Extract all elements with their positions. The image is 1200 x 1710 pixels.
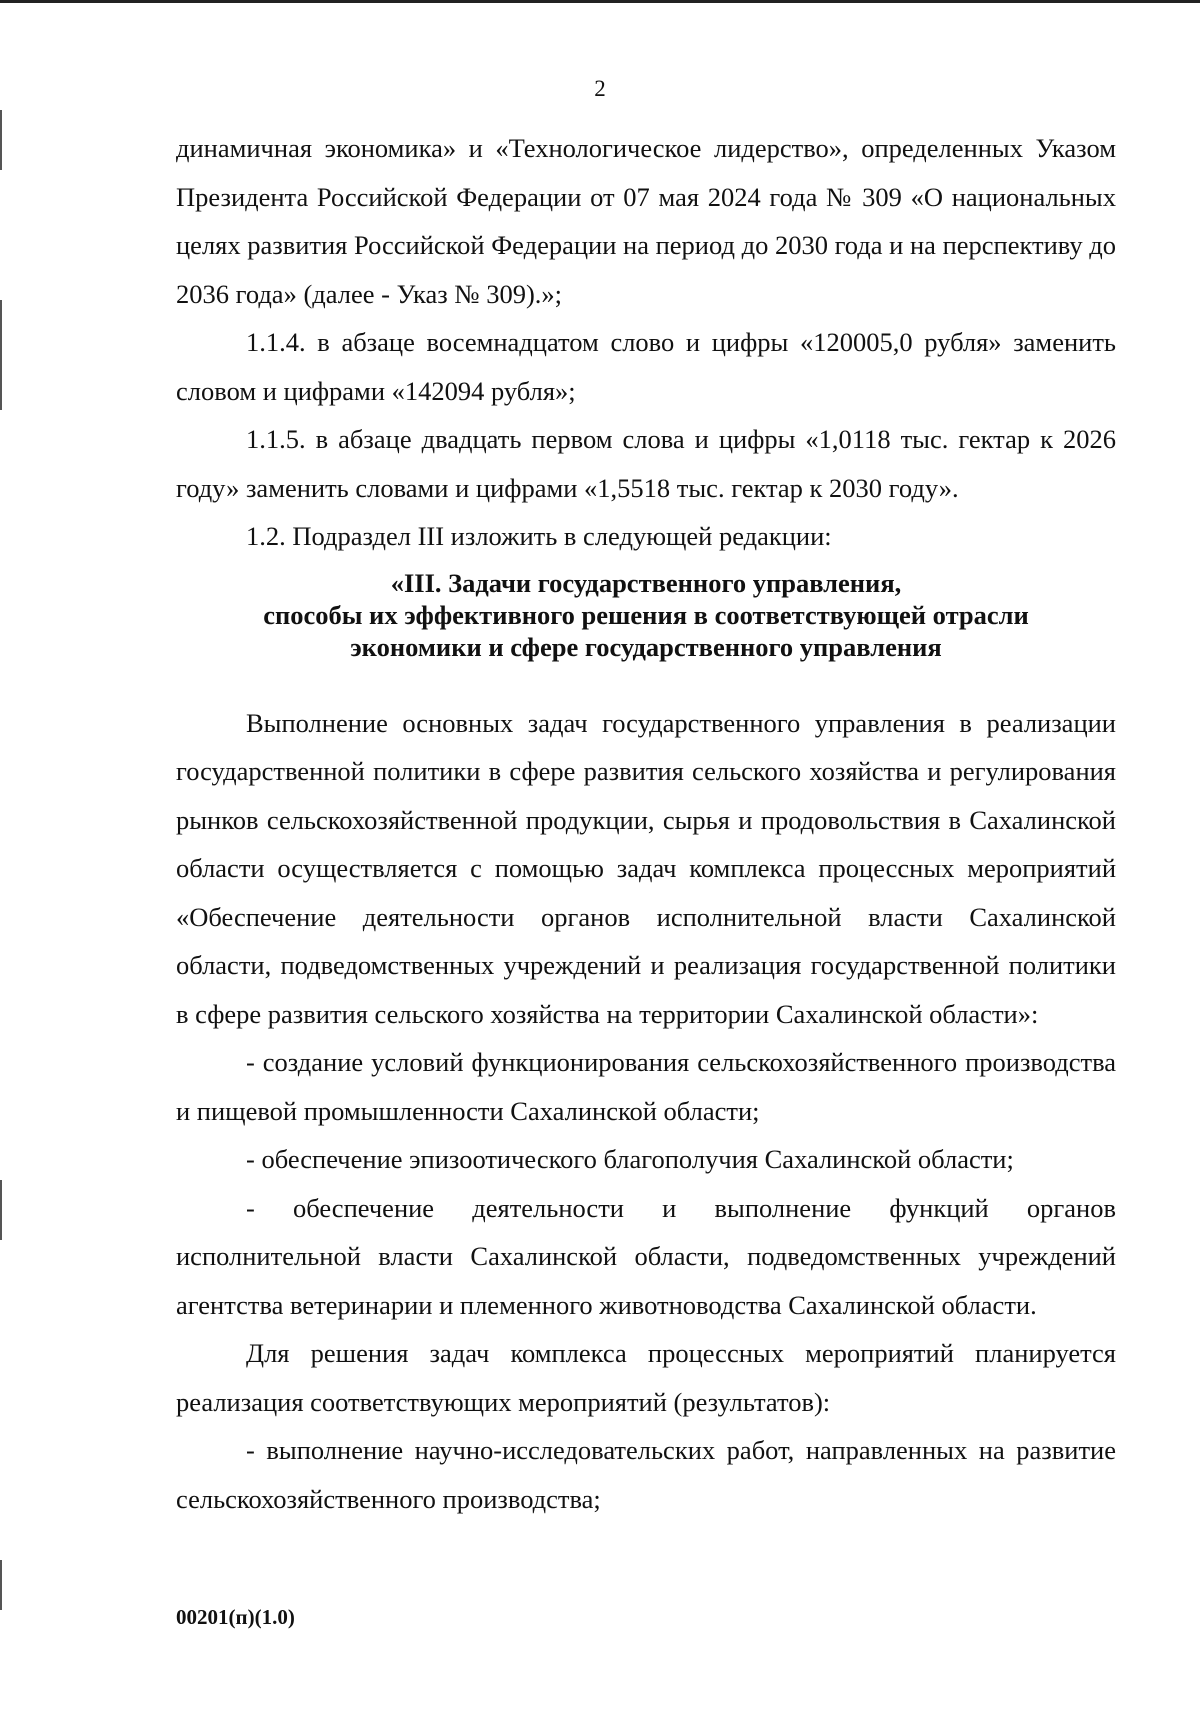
document-code: 00201(п)(1.0): [176, 1605, 295, 1629]
heading-line: «III. Задачи государственного управления,: [390, 567, 902, 598]
spacer: [176, 663, 1116, 699]
paragraph: 1.2. Подраздел III изложить в следующей редакции:: [246, 521, 832, 551]
list-item: - обеспечение деятельности и выполнение функций органов исполнительной власти Сахалинской области, подведомственных учреждений агентства ветеринарии и племенного животноводства Сахалинской области.: [176, 1192, 1116, 1320]
paragraph: 1.1.4. в абзаце восемнадцатом слово и цифры «120005,0 рубля» заменить словом и цифрами «142094 рубля»;: [176, 327, 1116, 406]
heading-line: способы их эффективного решения в соответствующей отрасли: [263, 599, 1029, 630]
list-item: - обеспечение эпизоотического благополучия Сахалинской области;: [246, 1144, 1014, 1174]
scan-top-edge: [0, 0, 1200, 3]
paragraph: 1.1.5. в абзаце двадцать первом слова и цифры «1,0118 тыс. гектар к 2026 году» заменить словами и цифрами «1,5518 тыс. гектар к 2030 году».: [176, 424, 1116, 503]
paragraph: Выполнение основных задач государственного управления в реализации государственной политики в сфере развития сельского хозяйства и регулирования рынков сельскохозяйственной продукции, сырья и продовольствия в Сахалинской области осуществляется с помощью задач комплекса процессных мероприятий «Обеспечение деятельности органов исполнительной власти Сахалинской области, подведомственных учреждений и реализация государственной политики в сфере развития сельского хозяйства на территории Сахалинской области»:: [176, 707, 1116, 1029]
paragraph: Для решения задач комплекса процессных мероприятий планируется реализация соответствующих мероприятий (результатов):: [176, 1338, 1116, 1417]
scan-margin-mark: [0, 1180, 2, 1240]
heading-line: экономики и сфере государственного управления: [350, 631, 942, 662]
section-heading: [176, 567, 1116, 663]
list-item: - выполнение научно-исследовательских работ, направленных на развитие сельскохозяйственного производства;: [176, 1435, 1116, 1514]
document-body: [176, 124, 1116, 1523]
page-number: 2: [594, 76, 606, 101]
list-item: - создание условий функционирования сельскохозяйственного производства и пищевой промышленности Сахалинской области;: [176, 1047, 1116, 1126]
scan-margin-mark: [0, 110, 2, 170]
scan-margin-mark: [0, 1560, 2, 1610]
scan-margin-mark: [0, 300, 2, 410]
paragraph: динамичная экономика» и «Технологическое лидерство», определенных Указом Президента Российской Федерации от 07 мая 2024 года № 309 «О национальных целях развития Российской Федерации на период до 2030 года и на перспективу до 2036 года» (далее - Указ № 309).»;: [176, 133, 1116, 309]
